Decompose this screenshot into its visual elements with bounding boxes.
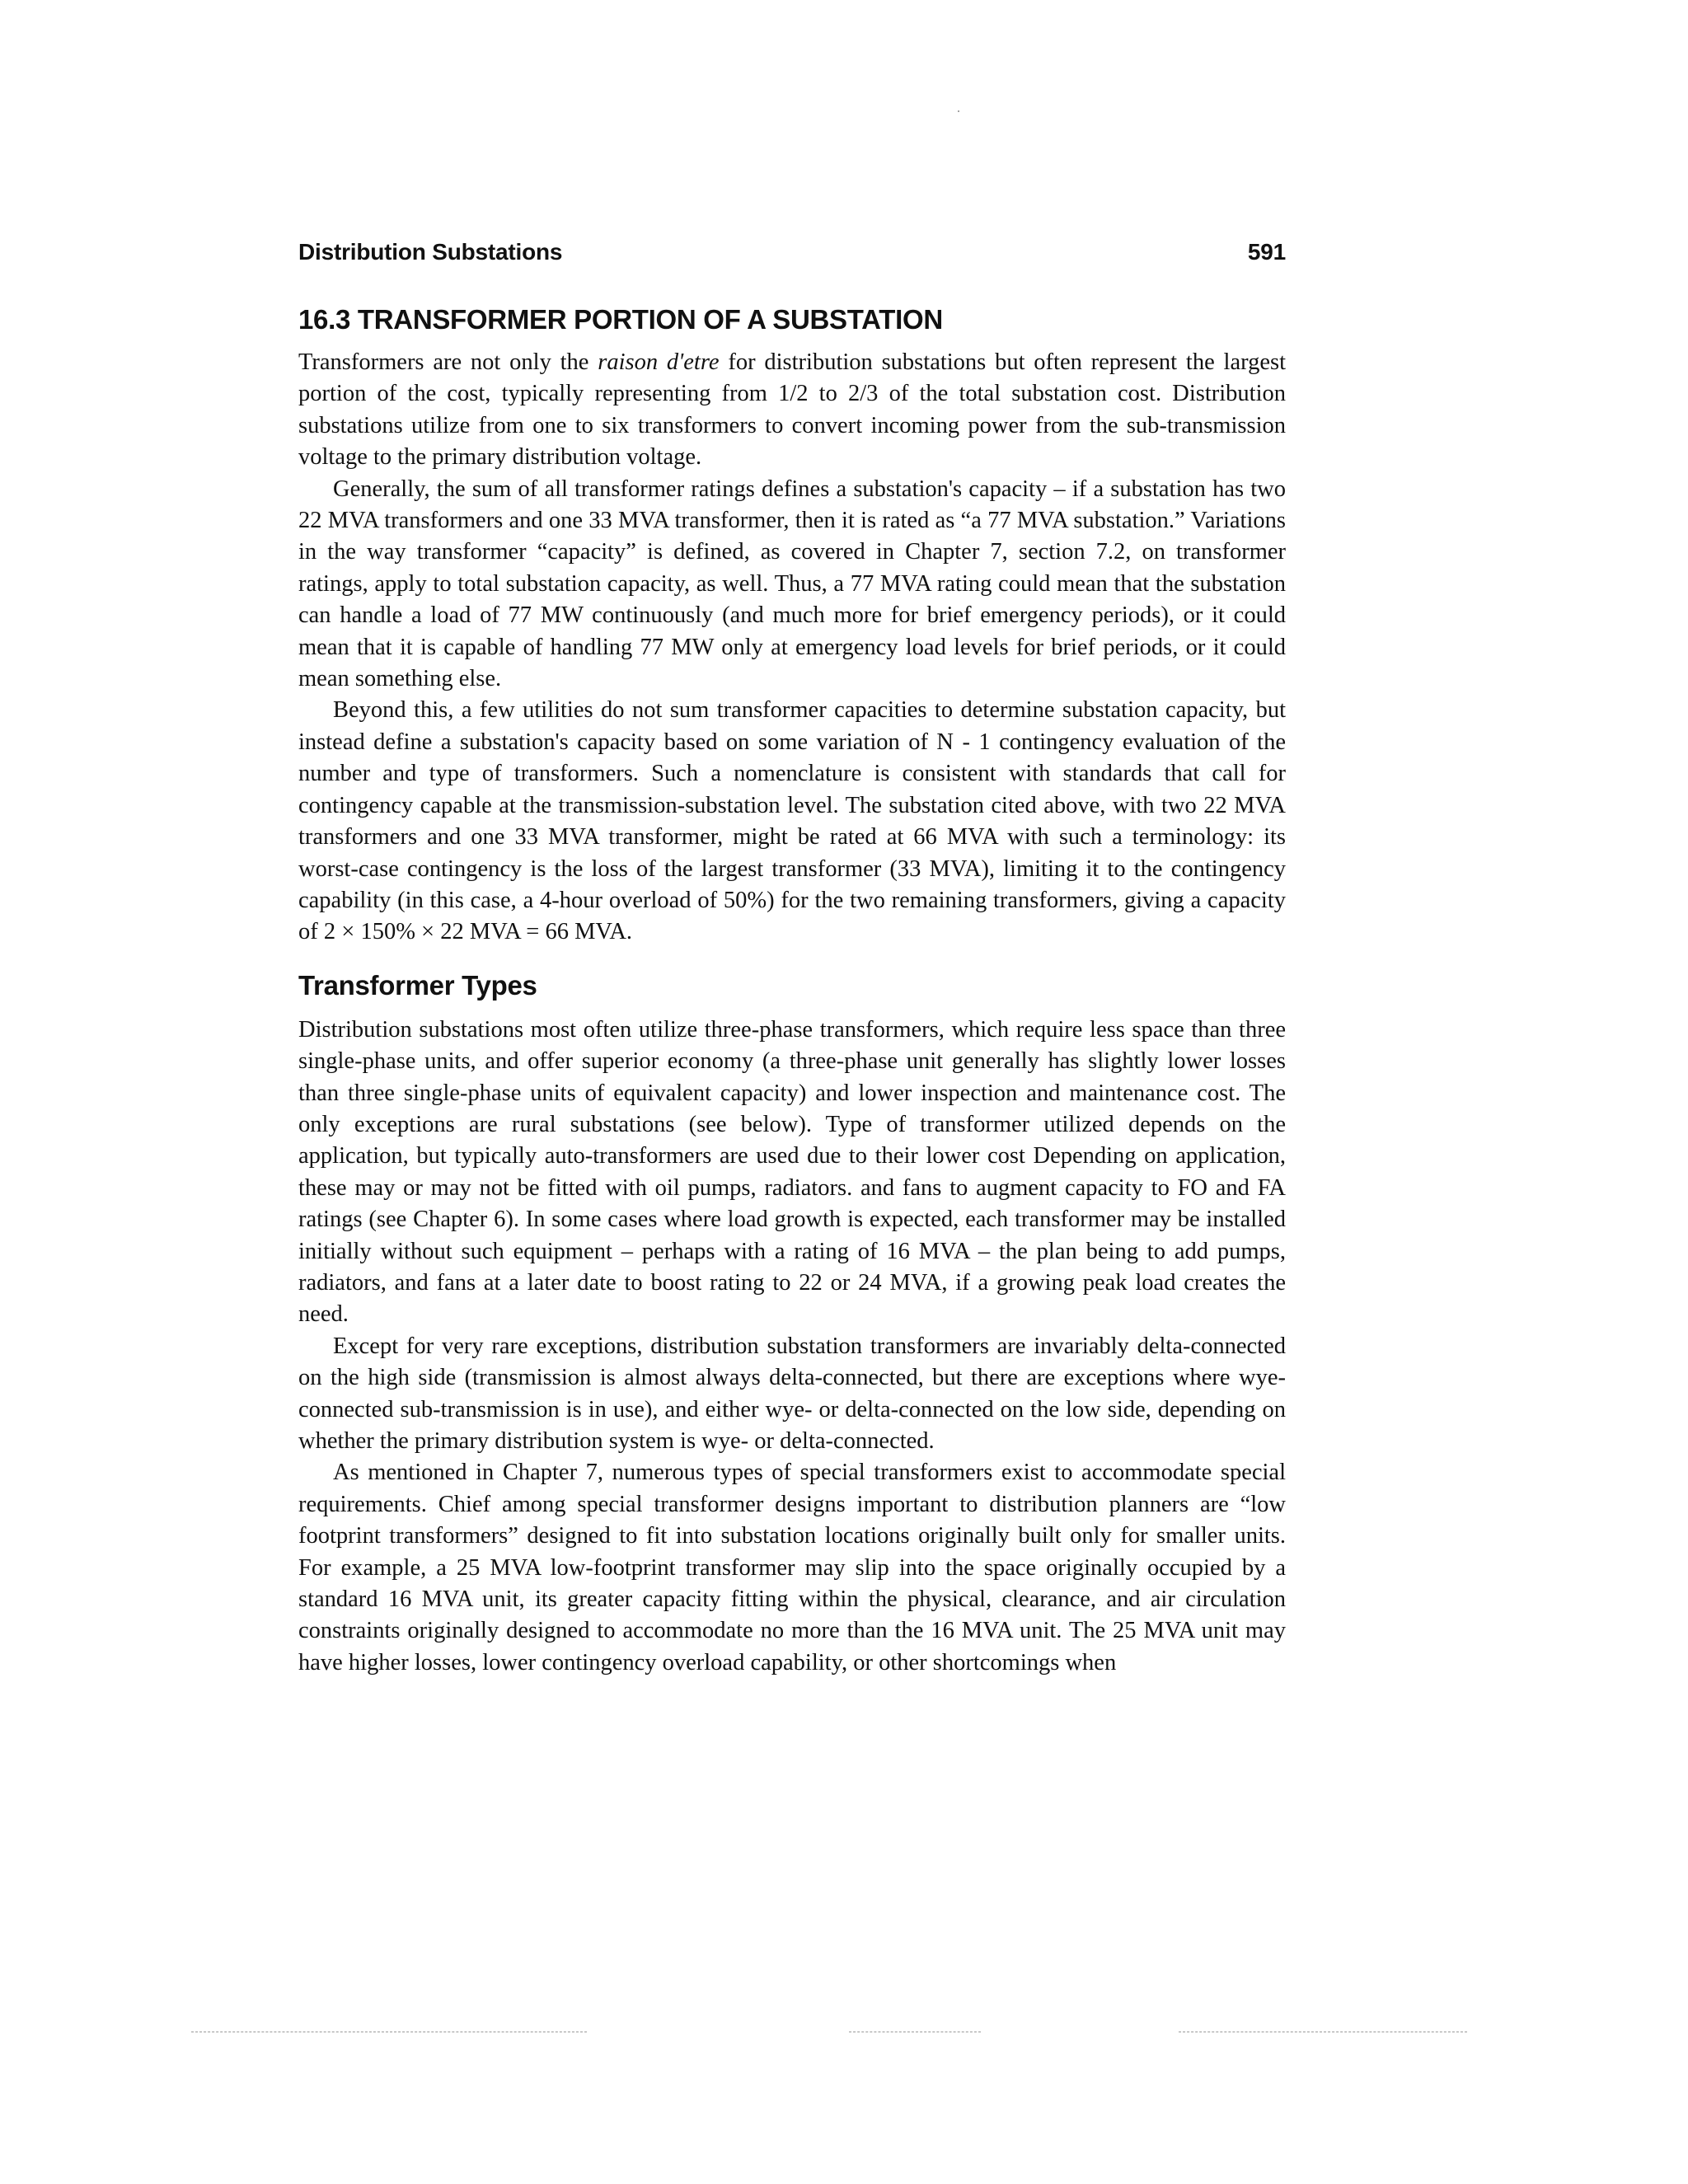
paragraph: Except for very rare exceptions, distribution substation transformers are invariably delta-connected on the high side (transmission is almost always delta-connected, but there are exceptions where wye-connected sub-transmission is in use), and either wye- or delta-connected on the low side, depending on whether the primary distribution system is wye- or delta-connected. [298,1333,1286,1454]
paragraph: Generally, the sum of all transformer ratings defines a substation's capacity – if a substation has two 22 MVA transformers and one 33 MVA transformer, then it is rated as “a 77 MVA substation.” Variations in the way transformer “capacity” is defined, as covered in Chapter 7, section 7.2, on transformer ratings, apply to total substation capacity, as well. Thus, a 77 MVA rating could mean that the substation can handle a load of 77 MW continuously (and much more for brief emergency periods), or it could mean that it is capable of handling 77 MW only at emergency load levels for brief periods, or it could mean something else. [298,476,1286,692]
section-heading: 16.3 TRANSFORMER PORTION OF A SUBSTATION [298,304,943,335]
document-page [298,239,1286,1679]
scan-artifact [849,2032,981,2034]
paragraph-text: for distribution substations but often represent the largest portion of the cost, typically representing from 1/2 to 2/3 of the total substation cost. Distribution substations utilize from one to six transformers to convert incoming power from the sub-transmission voltage to the primary distribution voltage. [298,349,1286,471]
scan-artifact [191,2032,587,2034]
paragraph-text: Transformers are not only the [298,349,598,375]
scan-speck [958,110,959,112]
page-number: 591 [1247,239,1286,265]
subsection-body [298,1015,1286,1680]
italic-phrase: raison d'etre [598,349,720,375]
running-title: Distribution Substations [298,239,563,265]
scan-artifact [1179,2032,1467,2034]
section-body [298,347,1286,949]
paragraph: Beyond this, a few utilities do not sum transformer capacities to determine substation capacity, but instead define a substation's capacity based on some variation of N - 1 contingency evaluation of the number and type of transformers. Such a nomenclature is consistent with standards that call for contingency capable at the transmission-substation level. The substation cited above, with two 22 MVA transformers and one 33 MVA transformer, might be rated at 66 MVA with such a terminology: its worst-case contingency is the loss of the largest transformer (33 MVA), limiting it to the contingency capability (in this case, a 4-hour overload of 50%) for the two remaining transformers, giving a capacity of 2 × 150% × 22 MVA = 66 MVA. [298,697,1286,945]
paragraph [298,347,1286,474]
paragraph: As mentioned in Chapter 7, numerous types of special transformers exist to accommodate special requirements. Chief among special transformer designs important to distribution planners are “low footprint transformers” designed to fit into substation locations originally built only for smaller units. For example, a 25 MVA low-footprint transformer may slip into the space originally occupied by a standard 16 MVA unit, its greater capacity fitting within the physical, clearance, and air circulation constraints originally designed to accommodate no more than the 16 MVA unit. The 25 MVA unit may have higher losses, lower contingency overload capability, or other shortcomings when [298,1460,1286,1675]
paragraph: Distribution substations most often utilize three-phase transformers, which require less space than three single-phase units, and offer superior economy (a three-phase unit generally has slightly lower losses than three single-phase units of equivalent capacity) and lower inspection and maintenance cost. The only exceptions are rural substations (see below). Type of transformer utilized depends on the application, but typically auto-transformers are used due to their lower cost Depending on application, these may or may not be fitted with oil pumps, radiators. and fans to augment capacity to FO and FA ratings (see Chapter 6). In some cases where load growth is expected, each transformer may be installed initially without such equipment – perhaps with a rating of 16 MVA – the plan being to add pumps, radiators, and fans at a later date to boost rating to 22 or 24 MVA, if a growing peak load creates the need. [298,1016,1286,1328]
running-header [298,239,1286,265]
subsection-heading: Transformer Types [298,969,537,1001]
